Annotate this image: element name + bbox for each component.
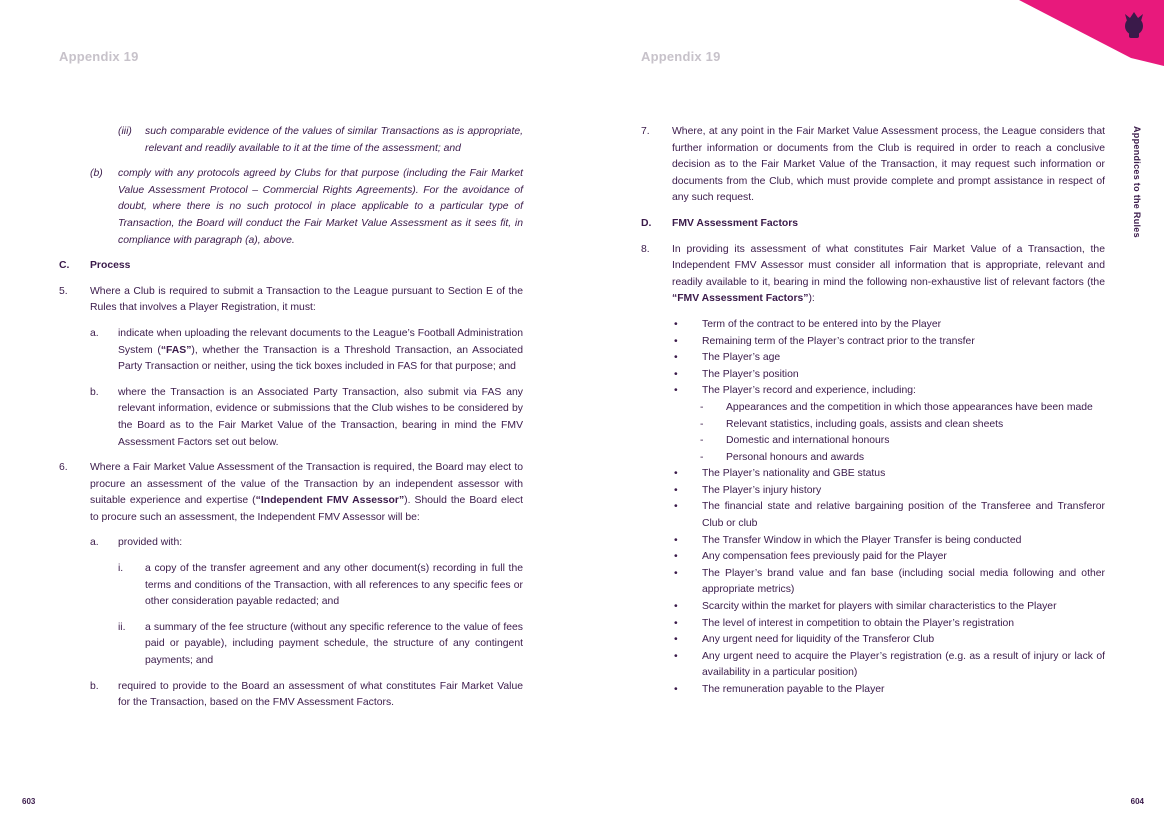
list-item-text: Any compensation fees previously paid for the Player — [702, 551, 947, 563]
list-item-text: Remaining term of the Player’s contract prior to the transfer — [702, 335, 975, 347]
list-marker: • — [674, 534, 678, 546]
section-title: Process — [90, 260, 131, 272]
paragraph-number: b. — [90, 680, 99, 692]
sub-factor-item — [700, 400, 1105, 417]
list-marker: • — [674, 617, 678, 629]
paragraph-7 — [641, 124, 1105, 207]
factor-item — [672, 682, 1105, 699]
paragraph-text: a copy of the transfer agreement and any other document(s) recording in full the terms and conditions of the Transaction, with all references to any specific fees or other consideration payable redacted; and — [145, 563, 523, 608]
factor-item — [672, 350, 1105, 367]
section-letter: D. — [641, 217, 652, 229]
paragraph-5a — [59, 326, 523, 376]
list-item-text: Any urgent need for liquidity of the Transferor Club — [702, 634, 935, 646]
clause-iii — [59, 124, 523, 157]
paragraph-text: Where, at any point in the Fair Market Value Assessment process, the League considers that further information or documents from the Club is required in order to reach a conclusive decision as to the Fair Market Value of the Transaction, it may request such information or documents from the Club, which must provide complete and prompt assistance in respect of any such request. — [672, 126, 1105, 204]
side-tab-label: Appendices to the Rules — [1132, 126, 1142, 238]
factor-item — [672, 566, 1105, 599]
paragraph-number: i. — [118, 563, 124, 575]
factor-list-b — [672, 466, 1105, 698]
paragraph-text: Where a Fair Market Value Assessment of the Transaction is required, the Board may elect to procure an assessment of the value of the Transaction by an independent assessor with suitable experience and expertise (“Independent FMV Assessor”). Should the Board elect to procure such an assessment, the Independent FMV Assessor will be: — [90, 462, 524, 523]
factor-item — [672, 616, 1105, 633]
paragraph-text: a summary of the fee structure (without any specific reference to the value of fees paid or payable), including payment schedule, the structure of any contingent payments; and — [145, 621, 523, 667]
side-tab — [1128, 126, 1142, 256]
list-item-text: Any urgent need to acquire the Player’s registration (e.g. as a result of injury or lack of availability in a particular position) — [702, 650, 1105, 679]
paragraph-text: In providing its assessment of what constitutes Fair Market Value of a Transaction, the Independent FMV Assessor must consider all information that is appropriate, relevant and readily available to it, bearing in mind the following non-exhaustive list of relevant factors (the “FMV Assessment Factors”): — [672, 243, 1105, 305]
section-letter: C. — [59, 260, 70, 272]
list-item-text: Term of the contract to be entered into by the Player — [702, 318, 942, 330]
list-item-text: The Player’s record and experience, including: — [702, 385, 916, 397]
paragraph-5b — [59, 385, 523, 451]
page-header: Appendix 19 — [641, 49, 721, 64]
list-item-text: The Player’s age — [702, 352, 781, 364]
list-marker: - — [700, 418, 704, 430]
paragraph-8 — [641, 242, 1105, 308]
factor-list — [641, 317, 1105, 699]
list-marker: • — [674, 650, 678, 662]
page-number: 604 — [1130, 797, 1144, 806]
list-marker: • — [674, 684, 678, 695]
list-item-text: The remuneration payable to the Player — [702, 684, 885, 695]
list-marker: • — [674, 551, 678, 563]
paragraph-text: where the Transaction is an Associated Party Transaction, also submit via FAS any relevant information, evidence or submissions that the Club wishes to be considered by the Board as to the Fair Market Value of the Transaction, bearing in mind the FMV Assessment Factors set out below. — [118, 386, 523, 448]
list-marker: • — [674, 501, 678, 513]
list-marker: • — [674, 468, 678, 480]
list-marker: • — [674, 368, 678, 380]
clause-text: comply with any protocols agreed by Clubs for that purpose (including the Fair Market Value Assessment Protocol – Commercial Rights Agreements). For the avoidance of doubt, where there is no such protocol in place applicable to a particular type of Transaction, the Board will conduct the Fair Market Value Assessment as it sees fit, in compliance with paragraph (a), above. — [118, 168, 523, 246]
list-marker: - — [700, 435, 704, 447]
factor-item — [672, 317, 1105, 334]
paragraph-number: 6. — [59, 462, 68, 474]
list-marker: • — [674, 601, 678, 613]
factor-item — [672, 632, 1105, 649]
paragraph-text: required to provide to the Board an assessment of what constitutes Fair Market Value for the Transaction, based on the FMV Assessment Factors. — [118, 680, 523, 709]
section-title: FMV Assessment Factors — [672, 217, 799, 229]
list-marker: • — [674, 352, 678, 364]
pink-corner-shape — [1019, 0, 1164, 66]
list-item-text: The Transfer Window in which the Player Transfer is being conducted — [702, 534, 1022, 546]
paragraph-6a-ii — [59, 620, 523, 670]
paragraph-number: 7. — [641, 126, 650, 137]
clause-number: (iii) — [118, 126, 132, 137]
list-item-text: Relevant statistics, including goals, assists and clean sheets — [726, 418, 1004, 430]
paragraph-number: 8. — [641, 243, 650, 255]
factor-item — [672, 599, 1105, 616]
paragraph-6a — [59, 535, 523, 552]
paragraph-number: 5. — [59, 285, 68, 297]
list-marker: • — [674, 318, 678, 330]
factor-item — [672, 649, 1105, 682]
list-marker: - — [700, 401, 704, 413]
factor-item — [672, 367, 1105, 384]
section-heading-d — [641, 216, 1105, 233]
list-item-text: The financial state and relative bargaining position of the Transferee and Transferor Club or club — [702, 501, 1105, 530]
paragraph-number: a. — [90, 537, 99, 549]
list-item-text: The Player’s nationality and GBE status — [702, 468, 886, 480]
list-item-text: The Player’s brand value and fan base (including social media following and other appropriate metrics) — [702, 567, 1105, 596]
paragraph-number: a. — [90, 327, 99, 339]
right-page — [582, 0, 1164, 826]
list-marker: • — [674, 335, 678, 347]
list-item-text: The Player’s injury history — [702, 484, 822, 496]
clause-text: such comparable evidence of the values of similar Transactions as is appropriate, relevant and readily available to it at the time of the assessment; and — [145, 126, 523, 154]
list-marker: • — [674, 484, 678, 496]
paragraph-number: b. — [90, 386, 99, 398]
factor-item — [672, 383, 1105, 400]
paragraph-6b — [59, 679, 523, 712]
list-item-text: The Player’s position — [702, 368, 799, 380]
paragraph-number: ii. — [118, 621, 126, 633]
section-heading-c — [59, 258, 523, 275]
clause-number: (b) — [90, 168, 103, 180]
factor-item — [672, 466, 1105, 483]
paragraph-6a-i — [59, 561, 523, 611]
page-number: 603 — [22, 797, 36, 806]
left-page-content — [59, 124, 523, 712]
sub-factor-item — [700, 433, 1105, 450]
paragraph-text: Where a Club is required to submit a Transaction to the League pursuant to Section E of the Rules that involves a Player Registration, it must: — [90, 285, 523, 314]
clause-b — [59, 166, 523, 249]
corner-banner — [1019, 0, 1164, 66]
paragraph-text: provided with: — [118, 537, 183, 549]
list-item-text: Appearances and the competition in which those appearances have been made — [726, 401, 1093, 413]
sub-factor-item — [700, 450, 1105, 467]
factor-item — [672, 533, 1105, 550]
sub-factor-item — [700, 417, 1105, 434]
paragraph-5 — [59, 284, 523, 317]
list-item-text: Scarcity within the market for players with similar characteristics to the Player — [702, 601, 1057, 613]
factor-item — [672, 334, 1105, 351]
factor-item — [672, 549, 1105, 566]
list-item-text: Personal honours and awards — [726, 451, 865, 463]
list-marker: • — [674, 567, 678, 579]
list-marker: • — [674, 385, 678, 397]
sub-factor-list — [672, 400, 1105, 466]
factor-item — [672, 483, 1105, 500]
list-marker: • — [674, 634, 678, 646]
right-page-content — [641, 124, 1105, 699]
paragraph-6 — [59, 460, 523, 526]
page-header: Appendix 19 — [59, 49, 139, 64]
factor-list-a — [672, 317, 1105, 400]
factor-item — [672, 499, 1105, 532]
list-item-text: Domestic and international honours — [726, 435, 890, 447]
list-marker: - — [700, 451, 704, 463]
paragraph-text: indicate when uploading the relevant documents to the League’s Football Administration System (“FAS”), whether the Transaction is a Threshold Transaction, an Associated Party Transaction or neither, using the tick boxes included in FAS for that purpose; and — [118, 327, 523, 373]
list-item-text: The level of interest in competition to obtain the Player’s registration — [702, 617, 1015, 629]
